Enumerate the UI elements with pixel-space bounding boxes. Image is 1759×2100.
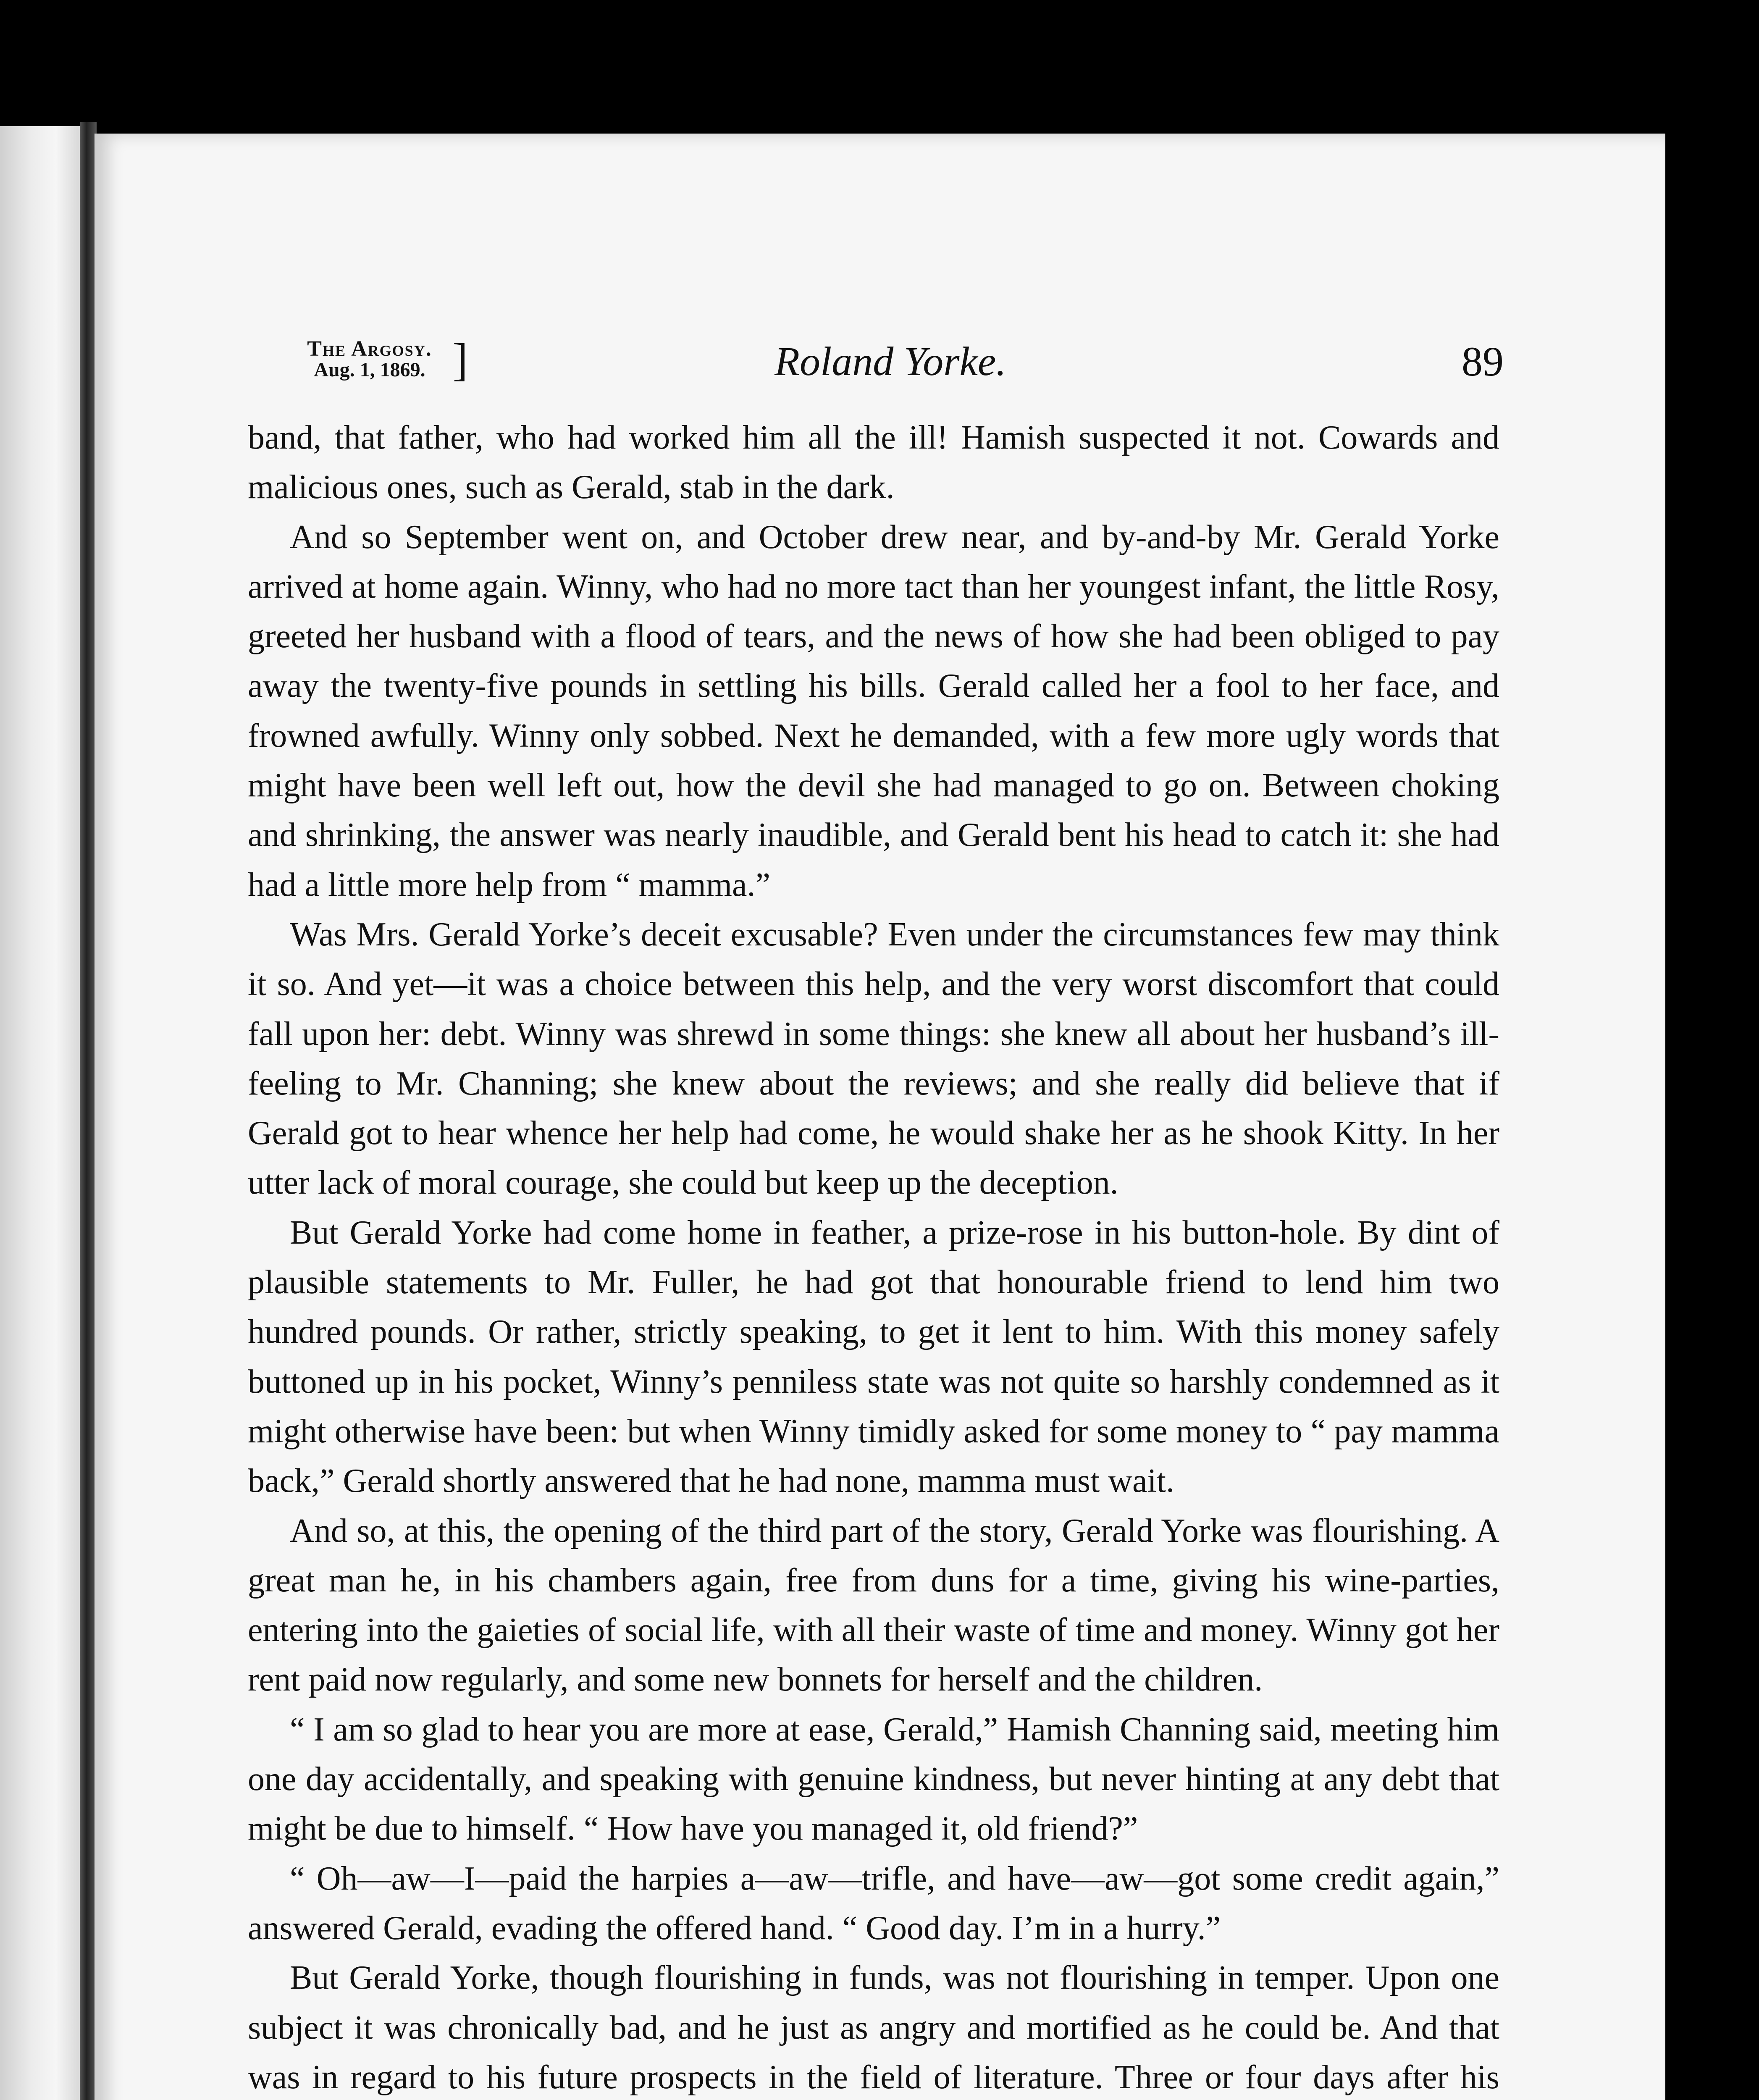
paragraph: And so September went on, and October drew near, and by-and-by Mr. Gerald Yorke arrived at home again. Winny, who had no more tact than her youngest infant, the little Rosy, greeted her husband with a flood of tears, and the news of how she had been obliged to pay away the twenty-five pounds in settling his bills. Gerald called her a fool to her face, and frowned awfully. Winny only sobbed. Next he demanded, with a few more ugly words that might have been well left out, how the devil she had managed to go on. Between choking and shrinking, the answer was nearly inaudible, and Gerald bent his head to catch it: she had had a little more help from “ mamma.” bbox=[248, 518, 1499, 903]
page-number: 89 bbox=[1462, 338, 1504, 385]
source-title: The Argosy. bbox=[307, 337, 432, 361]
source-bracket: ] bbox=[452, 334, 468, 385]
running-title: Roland Yorke. bbox=[774, 339, 1006, 384]
paragraph: “ I am so glad to hear you are more at ease, Gerald,” Hamish Channing said, meeting him one day accidentally, and speaking with genuine kindness, but never hinting at any debt that might be due to himself. “ How have you managed it, old friend?” bbox=[248, 1711, 1499, 1848]
paragraph: And so, at this, the opening of the third part of the story, Gerald Yorke was flourishing. A great man he, in his chambers again, free from duns for a time, giving his wine-parties, entering into the gaieties of social life, with all their waste of time and money. Winny got her rent paid now regularly, and some new bonnets for herself and the children. bbox=[248, 1512, 1499, 1698]
paragraph: band, that father, who had worked him all the ill! Hamish suspected it not. Cowards and malicious ones, such as Gerald, stab in the dark. bbox=[248, 419, 1499, 506]
book-spine bbox=[80, 122, 97, 2100]
paragraph: But Gerald Yorke, though flourishing in funds, was not flourishing in temper. Upon one subject it was chronically bad, and he just as angry and mortified as he could be. And that was in regard to his future prospects in the field of literature. Three or four days after his bbox=[248, 1959, 1499, 2096]
source-date: Aug. 1, 1869. bbox=[314, 359, 425, 381]
page-header bbox=[277, 334, 1504, 402]
paragraph: But Gerald Yorke had come home in feather, a prize-rose in his button-hole. By dint of plausible statements to Mr. Fuller, he had got that honourable friend to lend him two hundred pounds. Or rather, strictly speaking, to get it lent to him. With this money safely buttoned up in his pocket, Winny’s penniless state was not quite so harshly condemned as it might otherwise have been: but when Winny timidly asked for some money to “ pay mamma back,” Gerald shortly answered that he had none, mamma must wait. bbox=[248, 1214, 1499, 1500]
paragraph: Was Mrs. Gerald Yorke’s deceit excusable? Even under the circumstances few may think it so. And yet—it was a choice between this help, and the very worst discomfort that could fall upon her: debt. Winny was shrewd in some things: she knew all about her husband’s ill-feeling to Mr. Channing; she knew about the reviews; and she really did believe that if Gerald got to hear whence her help had come, he would shake her as he shook Kitty. In her utter lack of moral courage, she could but keep up the deception. bbox=[248, 916, 1499, 1202]
paragraph: “ Oh—aw—I—paid the harpies a—aw—trifle, and have—aw—got some credit again,” answered Gerald, evading the offered hand. “ Good day. I’m in a hurry.” bbox=[248, 1860, 1499, 1947]
body-text bbox=[248, 413, 1499, 2100]
previous-page-edge bbox=[0, 126, 80, 2100]
